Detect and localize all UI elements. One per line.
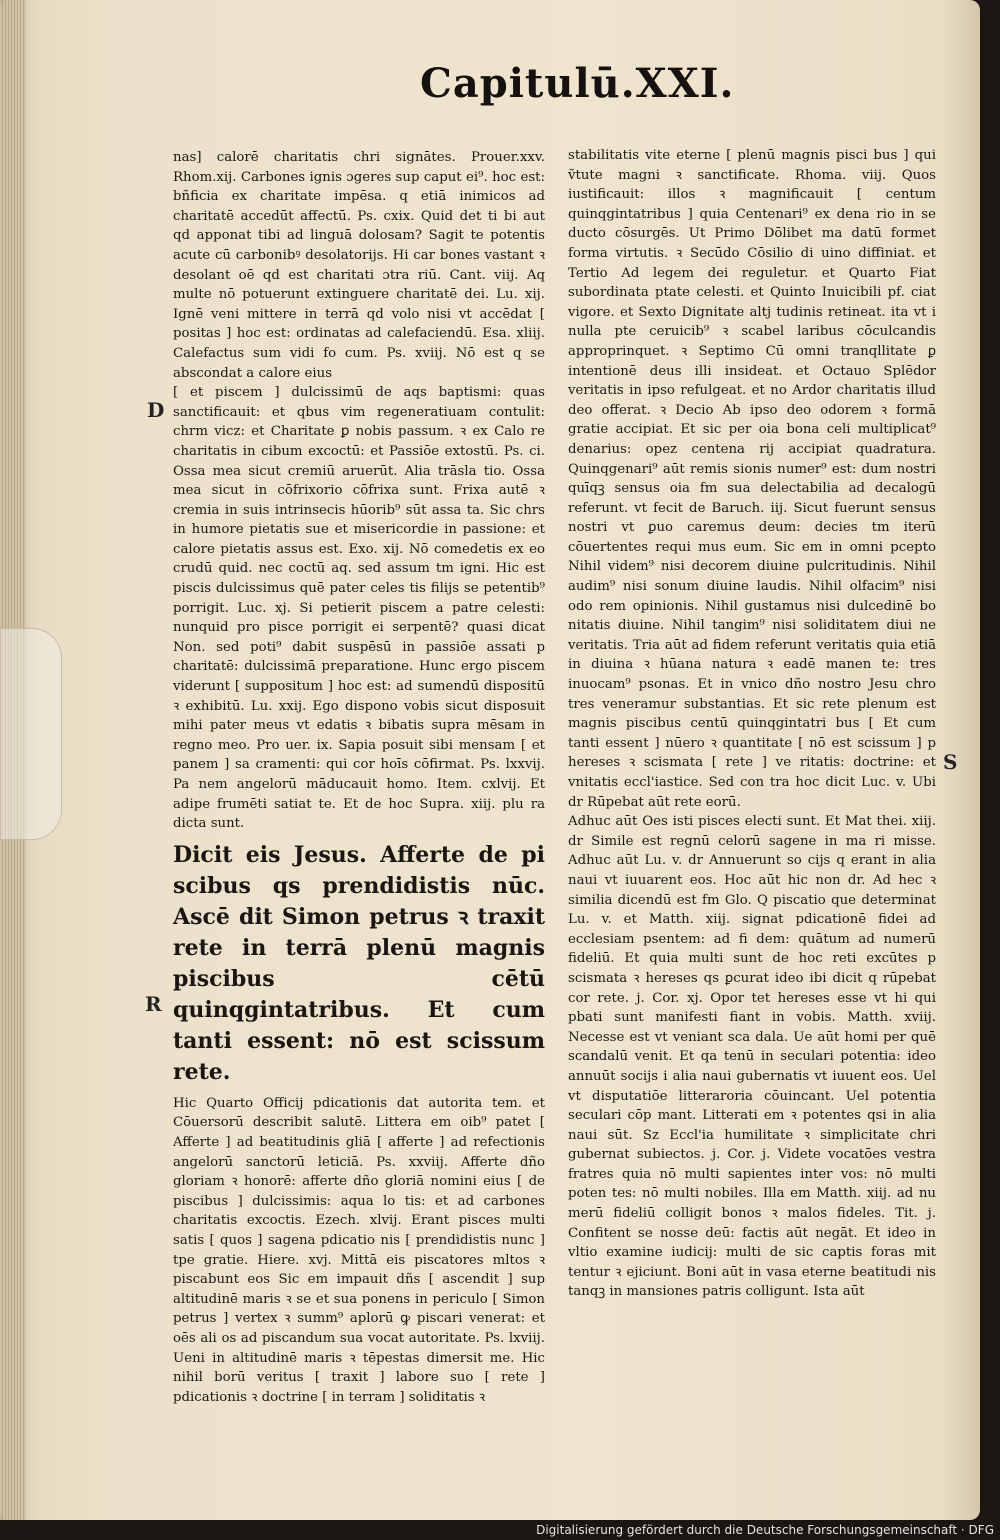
left-column (173, 148, 545, 1407)
margin-letter-r: R (145, 992, 162, 1016)
chapter-heading: Capitulū.XXI. (420, 60, 735, 107)
margin-letter-d: D (147, 398, 165, 422)
dfg-footer: Digitalisierung gefördert durch die Deutsche Forschungsgemeinschaft · DFG (536, 1523, 994, 1537)
margin-letter-s: S (943, 750, 958, 774)
gospel-lemma: Dicit eis Jesus. Afferte de pi scibus qs prendidistis nūc. Ascē dit Simon petrus ꝛ traxit rete in terrā plenū magnis piscibus cētū quinqgintatribus. Et cum tanti essent: nō est scissum rete. (173, 841, 545, 1085)
right-paragraph-2: Adhuc aūt Oes isti pisces electi sunt. Et Mat thei. xiij. dr Simile est regnū celorū sagene in ma ri misse. Adhuc aūt Lu. v. dr Annuerunt so cijs q erant in alia naui vt iuuarent eos. Hoc aūt hic non dr. Ad hec ꝛ similia dicendū est fm Glo. Q piscatio que determinat Lu. v. et Matth. xiij. signat pdicationē fidei ad ecclesiam psentem: ad fi dem: quātum ad numerū fideliū. Et quia multi sunt de hoc reti excūtes p scismata ꝛ hereses qs ꝑcurat ideo ibi dicit q rūpebat cor rete. j. Cor. xj. Opor tet hereses esse vt hi qui pbati sunt manifesti fiant in vobis. Matth. xviij. Necesse est vt veniant sca dala. Ue aūt homi per quē scandalū venit. Et qa tenū in seculari potentia: ideo annuūt socijs i alia naui gubernatis vt iuuent eos. Uel vt disputatiōe litteraroria cōuincant. Uel potentia seculari cōp mant. Litterati em ꝛ potentes qsi in alia naui sūt. Sz Eccl'ia humilitate ꝛ simplicitate chri gubernat subiectos. j. Cor. j. Videte vocatōes vestra fratres quia nō multi sapientes inter vos: nō multi poten tes: nō multi nobiles. Illa em Matth. xiij. ad nu merū fideliū colligit bonos ꝛ malos fideles. Tit. j. Confitent se nosse deū: factis aūt negāt. Et ideo in vltio examine iudicij: multi de sic captis foras mit tentur ꝛ ejiciunt. Boni aūt in vasa eterne beatitudi nis tanqꝫ in mansiones patris colligunt. Ista aūt (568, 814, 936, 1300)
page-clip (0, 628, 62, 840)
left-paragraph-2: [ et piscem ] dulcissimū de aqs baptismi: quas sanctificauit: et qbus vim regeneratiuam contulit: chrm vicz: et Charitate ꝑ nobis passum. ꝛ ex Calo re charitatis in cibum excoctū: et Passiōe extostū. Ps. ci. Ossa mea sicut cremiū aruerūt. Alia trāsla tio. Ossa mea sicut in cōfrixorio cōfrixa sunt. Frixa autē ꝛ cremia in suis intrinsecis hūorib⁹ sūt assa ta. Sic chrs in humore pietatis sue et misericordie in passione: et calore pietatis assus est. Exo. xij. Nō comedetis ex eo crudū quid. nec coctū aq. sed assum tm igni. Hic est piscis dulcissimus quē pater celes tis filijs se petentib⁹ porrigit. Luc. xj. Si petierit piscem a patre celesti: nunquid pro pisce porrigit ei serpentē? quasi dicat Non. sed poti⁹ dabit suspēsū in passiōe assati p charitatē: dulcissimā preparatione. Hunc ergo piscem viderunt [ suppositum ] hoc est: ad sumendū dispositū ꝛ exhibitū. Lu. xxij. Ego dispono vobis sicut disposuit mihi pater meus vt edatis ꝛ bibatis supra mēsam in regno meo. Pro uer. ix. Sapia posuit sibi mensam [ et panem ] sa cramenti: qui cor hoīs cōfirmat. Ps. lxxvij. Pa nem angelorū māducauit homo. Item. cxlvij. Et adipe frumēti satiat te. Et de hoc Supra. xiij. plu ra dicta sunt. (173, 385, 545, 832)
left-paragraph-3: Hic Quarto Officij pdicationis dat autorita tem. et Cōuersorū describit salutē. Littera em oib⁹ patet [ Afferte ] ad beatitudinis gliā [ afferte ] ad refectionis angelorū sanctorū leticiā. Ps. xxviij. Afferte dño gloriam ꝛ honorē: afferte dño gloriā nomini eius [ de piscibus ] dulcissimis: aqua lo tis: et ad carbones charitatis excoctis. Ezech. xlvij. Erant pisces multi satis [ quos ] sagena pdicatio nis [ prendidistis nunc ] tpe gratie. Hiere. xvj. Mittā eis piscatores mltos ꝛ piscabunt eos Sic em impauit dñs [ ascendit ] sup altitudinē maris ꝛ se et sua ponens in periculo [ Simon petrus ] vertex ꝛ summ⁹ aplorū ꝙ piscari venerat: et oēs ali os ad piscandum sua vocat autoritate. Ps. lxviij. Ueni in altitudinē maris ꝛ tēpestas dimersit me. Hic nihil borū veritus [ traxit ] labore suo [ rete ] pdicationis ꝛ doctrine [ in terram ] soliditatis ꝛ (173, 1095, 545, 1405)
left-paragraph-1: nas] calorē charitatis chri signātes. Prouer.xxv. Rhom.xij. Carbones ignis ɔgeres sup caput ei⁹. hoc est: bñficia ex charitate impēsa. q etiā inimicos ad charitatē accedūt affectū. Ps. cxix. Quid det ti bi aut qd apponat tibi ad linguā dolosam? Sagit te potentis acute cū carbonibꝰ desolatorijs. Hi car bones vastant ꝛ desolant oē qd est charitati ɔtra riū. Cant. viij. Aq multe nō potuerunt extinguere charitatē dei. Lu. xij. Ignē veni mittere in terrā qd volo nisi vt accēdat [ positas ] hoc est: ordinatas ad calefaciendū. Esa. xliij. Calefactus sum vidi fo cum. Ps. xviij. Nō est q se abscondat a calore eius (173, 150, 545, 381)
right-column (568, 146, 936, 1302)
right-paragraph-1: stabilitatis vite eterne [ plenū magnis pisci bus ] qui ṽtute magni ꝛ sanctificate. Rhoma. viij. Quos iustificauit: illos ꝛ magnificauit [ centum quinqgintatribus ] quia Centenari⁹ ex dena rio in se ducto cōsurgēs. Ut Primo Dōlibet ma datū formet forma virtutis. ꝛ Secūdo Cōsilio di uino diffiniat. et Tertio Ad legem dei reguletur. et Quarto Fiat subordinata ptate celesti. et Quinto Inuicibili pf. ciat vigore. et Sexto Dignitate altj tudinis retineat. ita vt i nulla pte ceruicib⁹ ꝛ scabel laribus cōculcandis approprinquet. ꝛ Septimo Cū omni tranqllitate ꝑ intentionē deus illi insideat. et Octauo Splēdor veritatis in ipso refulgeat. et no Ardor charitatis illud deo offerat. ꝛ Decio Ab ipso deo odorem ꝛ formā gratie accipiat. Et sic per oia bona celi multiplicat⁹ denarius: opez centena rij accipiat quadratura. Quinqgenari⁹ aūt remis sionis numer⁹ est: dum nostri quīqꝫ sensus oia fm sua delectabilia ad decalogū referunt. vt fecit de Baruch. iij. Sicut fuerunt sensus nostri vt ꝑuo caremus deum: decies tm iterū cōuertentes requi mus eum. Sic em in omni pcepto Nihil videm⁹ nisi decorem diuine pulcritudinis. Nihil audim⁹ nisi sonum diuine laudis. Nihil olfacim⁹ nisi odo rem opinionis. Nihil gustamus nisi dulcedinē bo nitatis diuine. Nihil tangim⁹ nisi soliditatem diui ne veritatis. Tria aūt ad fidem referunt veritatis quia etiā in diuina ꝛ hūana natura ꝛ eadē manen te: tres inuocam⁹ psonas. Et in vnico dño nostro Jesu chro tres veneramur substantias. Et sic rete plenum est magnis piscibus centū quinqgintatri bus [ Et cum tanti essent ] nūero ꝛ quantitate [ nō est scissum ] p hereses ꝛ scismata [ rete ] ve ritatis: doctrine: et vnitatis eccl'iastice. Sed con tra hoc dicit Luc. v. Ubi dr Rūpebat aūt rete eorū. (568, 148, 936, 810)
